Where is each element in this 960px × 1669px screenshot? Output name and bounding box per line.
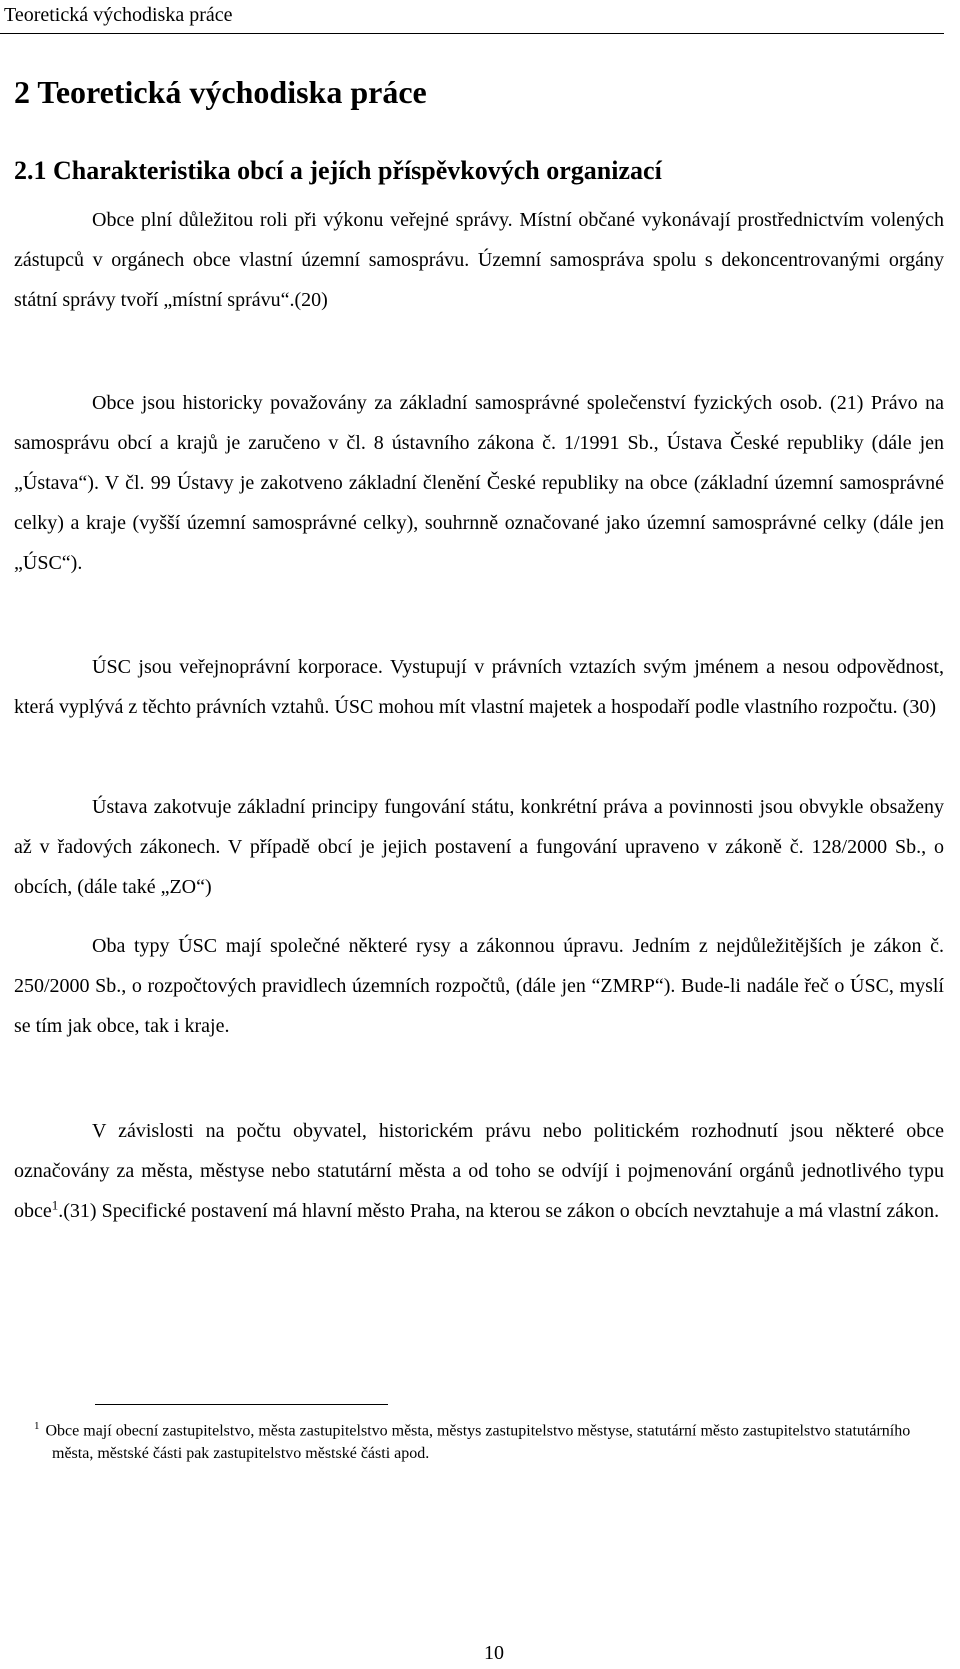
running-header: Teoretická východiska práce <box>4 4 233 26</box>
paragraph: Oba typy ÚSC mají společné některé rysy a zákonnou úpravu. Jedním z nejdůležitějších je zákon č. 250/2000 Sb., o rozpočtových pravidlech územních rozpočtů, (dále jen “ZMRP“). Bude-li nadále řeč o ÚSC, myslí se tím jak obce, tak i kraje. <box>14 935 944 1037</box>
footnote-marker: 1 <box>34 1420 40 1432</box>
paragraph-text: V závislosti na počtu obyvatel, historickém právu nebo politickém rozhodnutí jsou některé obce označovány za města, městyse nebo statutární města a od toho se odvíjí i pojmenování orgánů jednotlivého typu obce <box>14 1120 944 1222</box>
chapter-title: 2 Teoretická východiska práce <box>14 74 427 110</box>
paragraph <box>14 1111 944 1231</box>
paragraph-text: .(31) Specifické postavení má hlavní město Praha, na kterou se zákon o obcích nevztahuje a má vlastní zákon. <box>58 1200 940 1222</box>
paragraph: ÚSC jsou veřejnoprávní korporace. Vystupují v právních vztazích svým jménem a nesou odpovědnost, která vyplývá z těchto právních vztahů. ÚSC mohou mít vlastní majetek a hospodaří podle vlastního rozpočtu. (30) <box>14 656 944 718</box>
paragraph: Ústava zakotvuje základní principy fungování státu, konkrétní práva a povinnosti jsou obvykle obsaženy až v řadových zákonech. V případě obcí je jejich postavení a fungování upraveno v zákoně č. 128/2000 Sb., o obcích, (dále také „ZO“) <box>14 796 944 898</box>
paragraph: Obce jsou historicky považovány za základní samosprávné společenství fyzických osob. (21) Právo na samosprávu obcí a krajů je zaručeno v čl. 8 ústavního zákona č. 1/1991 Sb., Ústava České republiky (dále jen „Ústava“). V čl. 99 Ústavy je zakotveno základní členění České republiky na obce (základní územní samosprávné celky) a kraje (vyšší územní samosprávné celky), souhrnně označované jako územní samosprávné celky (dále jen „ÚSC“). <box>14 392 944 574</box>
page-number: 10 <box>484 1642 504 1664</box>
footnote <box>34 1415 912 1465</box>
section-title: 2.1 Charakteristika obcí a jejích příspěvkových organizací <box>14 156 662 185</box>
footnote-reference[interactable]: 1 <box>51 1197 59 1213</box>
footnote-divider <box>95 1404 388 1405</box>
footnote-text: Obce mají obecní zastupitelstvo, města zastupitelstvo města, městys zastupitelstvo městyse, statutární město zastupitelstvo statutárního města, městské části pak zastupitelstvo městské části apod. <box>45 1422 911 1463</box>
header-divider <box>0 33 944 34</box>
paragraph: Obce plní důležitou roli při výkonu veřejné správy. Místní občané vykonávají prostřednictvím volených zástupců v orgánech obce vlastní územní samosprávu. Územní samospráva spolu s dekoncentrovanými orgány státní správy tvoří „místní správu“.(20) <box>14 209 944 311</box>
